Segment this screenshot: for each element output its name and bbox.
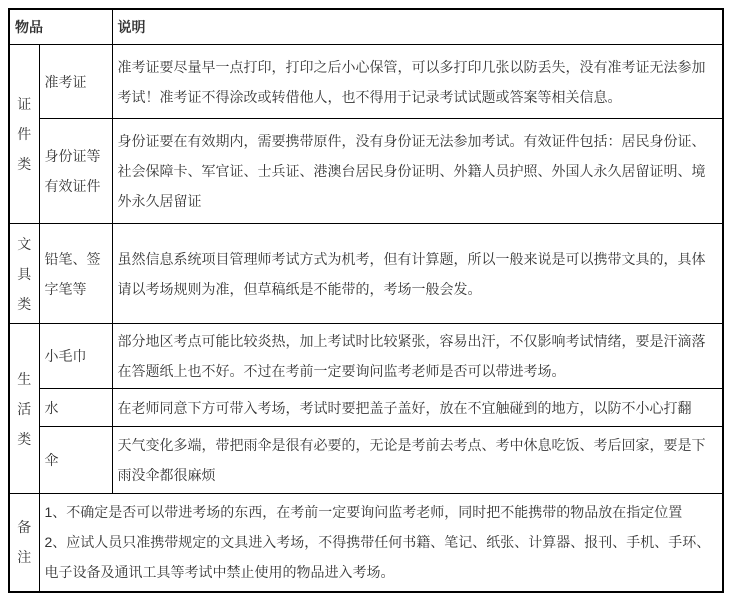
- table-row-pencil: [9, 224, 723, 324]
- category-certificates-label: 证件类: [17, 96, 32, 172]
- items-table: [8, 8, 724, 593]
- header-row: [9, 9, 723, 45]
- category-stationery: [9, 224, 39, 324]
- category-remarks: [9, 494, 39, 592]
- header-items: 物品: [9, 9, 112, 45]
- desc-umbrella: 天气变化多端，带把雨伞是很有必要的，无论是考前去考点、考中休息吃饭、考后回家，要是下雨没伞都很麻烦: [112, 427, 723, 494]
- category-remarks-label: 备注: [17, 519, 32, 566]
- desc-id-card: 身份证要在有效期内，需要携带原件，没有身份证无法参加考试。有效证件包括：居民身份证、社会保障卡、军官证、士兵证、港澳台居民身份证明、外籍人员护照、外国人永久居留证明、境外永久居留证: [112, 119, 723, 224]
- item-water: 水: [39, 389, 112, 427]
- remark-note-1: 1、不确定是否可以带进考场的东西，在考前一定要询问监考老师，同时把不能携带的物品放在指定位置: [44, 504, 683, 521]
- desc-towel: 部分地区考点可能比较炎热，加上考试时比较紧张，容易出汗，不仅影响考试情绪，要是汗滴落在答题纸上也不好。不过在考前一定要询问监考老师是否可以带进考场。: [112, 324, 723, 389]
- remarks-cell: [39, 494, 723, 592]
- table-row-admission: [9, 45, 723, 119]
- item-umbrella: 伞: [39, 427, 112, 494]
- category-daily: [9, 324, 39, 494]
- item-pencil: 铅笔、签字笔等: [39, 224, 112, 324]
- desc-pencil: 虽然信息系统项目管理师考试方式为机考，但有计算题，所以一般来说是可以携带文具的，具体请以考场规则为准，但草稿纸是不能带的，考场一般会发。: [112, 224, 723, 324]
- desc-water: 在老师同意下方可带入考场，考试时要把盖子盖好，放在不宜触碰到的地方，以防不小心打翻: [112, 389, 723, 427]
- item-towel: 小毛巾: [39, 324, 112, 389]
- table-row-remarks: [9, 494, 723, 592]
- category-stationery-label: 文具类: [17, 235, 32, 312]
- category-daily-label: 生活类: [17, 370, 32, 447]
- item-admission-ticket: 准考证: [39, 45, 112, 119]
- desc-admission-ticket: 准考证要尽量早一点打印，打印之后小心保管，可以多打印几张以防丢失，没有准考证无法参加考试！准考证不得涂改或转借他人，也不得用于记录考试试题或答案等相关信息。: [112, 45, 723, 119]
- header-desc: 说明: [112, 9, 723, 45]
- table-row-id-card: [9, 119, 723, 224]
- item-id-card: 身份证等有效证件: [39, 119, 112, 224]
- table-row-umbrella: [9, 427, 723, 494]
- table-row-water: [9, 389, 723, 427]
- remark-note-2: 2、应试人员只准携带规定的文具进入考场，不得携带任何书籍、笔记、纸张、计算器、报刊、手机、手环、电子设备及通讯工具等考试中禁止使用的物品进入考场。: [44, 534, 711, 581]
- table-row-towel: [9, 324, 723, 389]
- category-certificates: [9, 45, 39, 224]
